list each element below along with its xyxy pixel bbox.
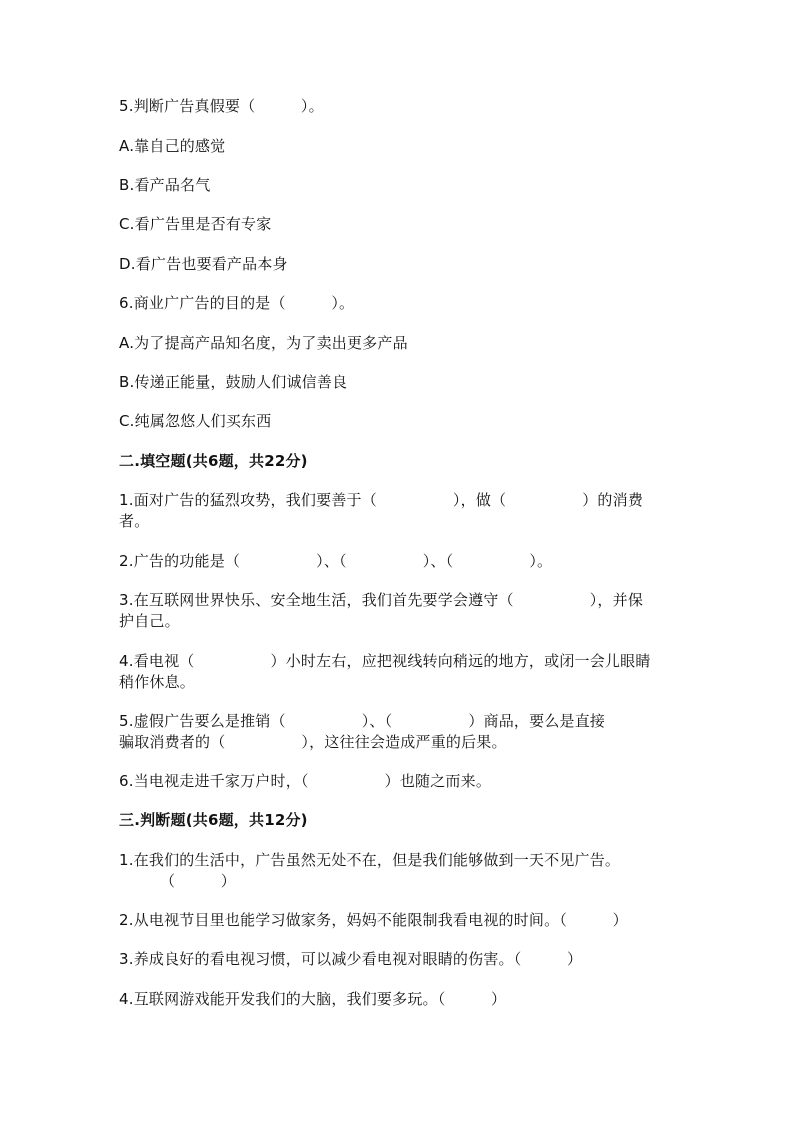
- section-2-heading: 二.填空题(共6题，共22分): [119, 452, 308, 470]
- question-5-option-d: D.看广告也要看产品本身: [119, 255, 288, 273]
- judge-q4: 4.互联网游戏能开发我们的大脑，我们要多玩。（ ）: [119, 990, 507, 1008]
- judge-q1-line1: 1.在我们的生活中，广告虽然无处不在，但是我们能够做到一天不见广告。: [119, 851, 621, 869]
- fill-q1-line2: 者。: [119, 512, 150, 530]
- question-5-option-a: A.靠自己的感觉: [119, 137, 226, 155]
- question-6-option-b: B.传递正能量，鼓励人们诚信善良: [119, 373, 348, 391]
- fill-q1-line1: 1.面对广告的猛烈攻势，我们要善于（ ），做（ ）的消费: [119, 491, 644, 509]
- fill-q4-line1: 4.看电视（ ）小时左右，应把视线转向稍远的地方，或闭一会儿眼睛: [119, 652, 651, 670]
- fill-q3-line2: 护自己。: [119, 612, 180, 630]
- question-6-option-c: C.纯属忽悠人们买东西: [119, 412, 272, 430]
- question-5-option-b: B.看产品名气: [119, 176, 211, 194]
- question-5-option-c: C.看广告里是否有专家: [119, 215, 272, 233]
- fill-q5-line2: 骗取消费者的（ ），这往往会造成严重的后果。: [119, 733, 507, 751]
- fill-q4-line2: 稍作休息。: [119, 673, 196, 691]
- judge-q3: 3.养成良好的看电视习惯，可以减少看电视对眼睛的伤害。（ ）: [119, 950, 583, 968]
- fill-q2: 2.广告的功能是（ ）、（ ）、（ ）。: [119, 552, 553, 570]
- fill-q6: 6.当电视走进千家万户时，（ ）也随之而来。: [119, 772, 492, 790]
- fill-q3-line1: 3.在互联网世界快乐、安全地生活，我们首先要学会遵守（ ），并保: [119, 591, 644, 609]
- judge-q2: 2.从电视节目里也能学习做家务，妈妈不能限制我看电视的时间。（ ）: [119, 911, 628, 929]
- question-6-option-a: A.为了提高产品知名度，为了卖出更多产品: [119, 334, 408, 352]
- question-6-stem: 6.商业广广告的目的是（ ）。: [119, 294, 355, 312]
- judge-q1-line2: （ ）: [160, 872, 237, 890]
- fill-q5-line1: 5.虚假广告要么是推销（ ）、（ ）商品，要么是直接: [119, 712, 606, 730]
- question-5-stem: 5.判断广告真假要（ ）。: [119, 97, 324, 115]
- section-3-heading: 三.判断题(共6题，共12分): [119, 811, 308, 829]
